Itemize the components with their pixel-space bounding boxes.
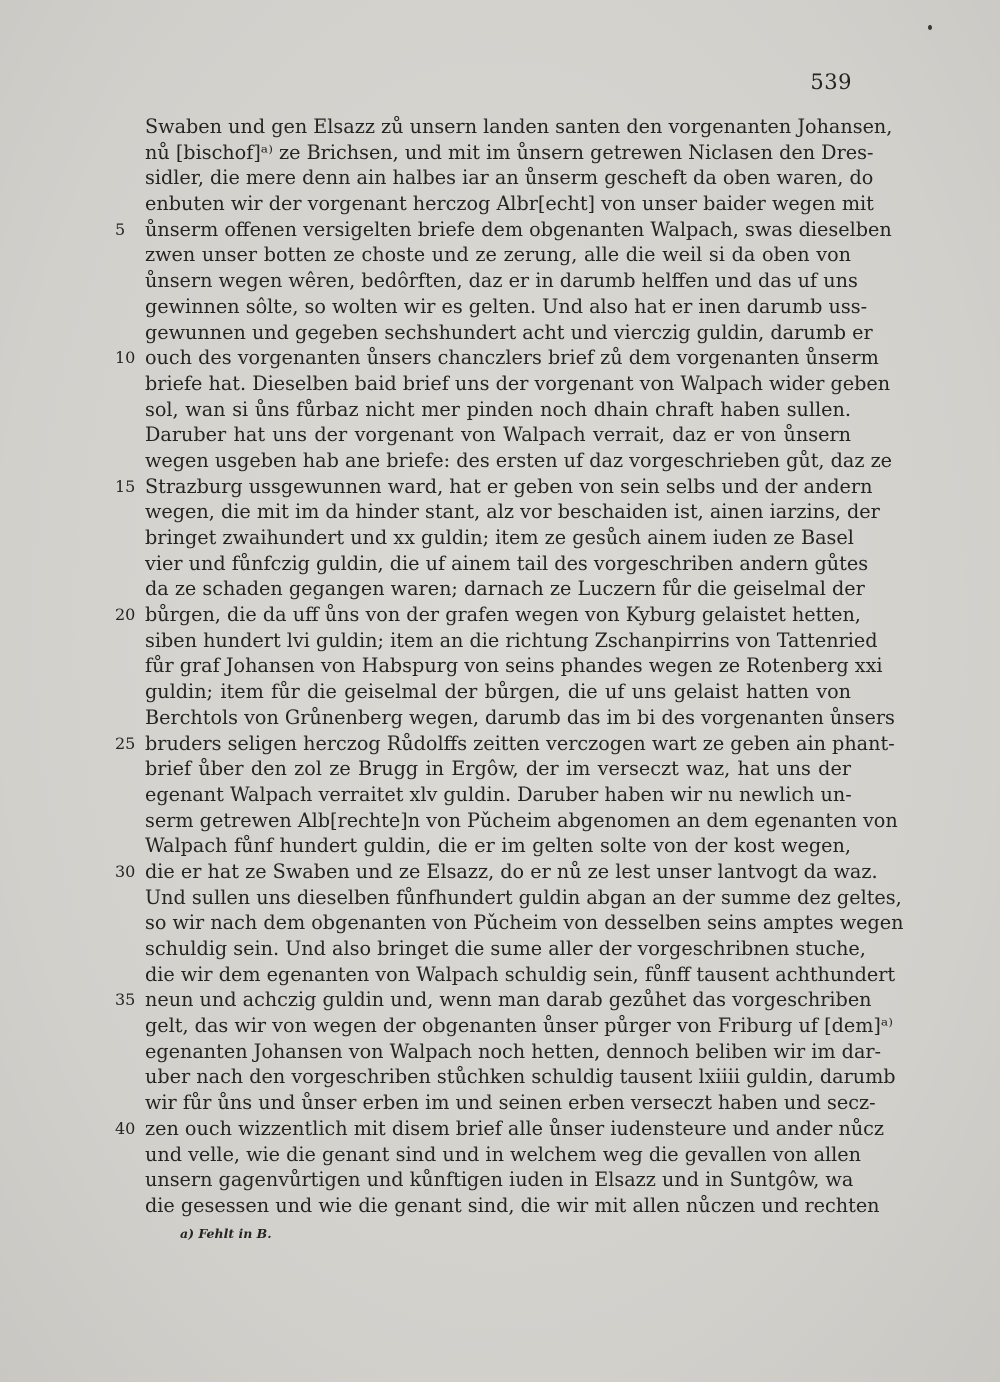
line-text: uber nach den vorgeschriben stůchken schuldig tausent lxiiii guldin, darumb — [145, 1065, 896, 1089]
text-line — [145, 576, 865, 602]
line-text: Walpach fůnf hundert guldin, die er im gelten solte von der kost wegen, — [145, 834, 851, 858]
text-line — [145, 114, 893, 140]
text-line — [115, 731, 895, 757]
line-text: serm getrewen Alb[rechte]n von Pǔcheim abgenomen an dem egenanten von — [145, 808, 898, 832]
line-text: und velle, wie die genant sind und in welchem weg die gevallen von allen — [145, 1142, 861, 1166]
text-line — [145, 1193, 880, 1219]
text-line — [115, 345, 879, 371]
line-text: fůr graf Johansen von Habspurg von seins phandes wegen ze Rotenberg xxi — [145, 654, 883, 678]
line-text: bruders seligen herczog Růdolffs zeitten verczogen wart ze geben ain phant- — [145, 731, 895, 755]
line-number: 15 — [115, 476, 136, 496]
text-line — [145, 320, 873, 346]
text-line — [145, 679, 851, 705]
line-text: vier und fůnfczig guldin, die uf ainem tail des vorgeschriben andern gůtes — [145, 551, 869, 575]
line-text: egenant Walpach verraitet xlv guldin. Daruber haben wir nu newlich un- — [145, 782, 852, 806]
line-text: egenanten Johansen von Walpach noch hetten, dennoch beliben wir im dar- — [145, 1039, 882, 1063]
line-text: Daruber hat uns der vorgenant von Walpach verrait, daz er von ůnsern — [145, 423, 851, 447]
line-text: so wir nach dem obgenanten von Pǔcheim von desselben seins amptes wegen — [145, 911, 904, 935]
text-line — [145, 1039, 882, 1065]
line-text: guldin; item fůr die geiselmal der bůrgen, die uf uns gelaist hatten von — [145, 680, 851, 704]
line-text: brief ůber den zol ze Brugg in Ergôw, der im verseczt waz, hat uns der — [145, 757, 851, 781]
line-text: Swaben und gen Elsazz zů unsern landen santen den vorgenanten Johansen, — [145, 115, 893, 138]
text-line — [145, 1167, 854, 1193]
line-text: zen ouch wizzentlich mit disem brief alle ůnser iudensteure und ander nůcz — [145, 1116, 885, 1140]
line-text: wir fůr ůns und ůnser erben im und seinen erben verseczt haben und secz- — [145, 1091, 876, 1115]
text-line — [145, 371, 891, 397]
line-text: da ze schaden gegangen waren; darnach ze Luczern fůr die geiselmal der — [145, 577, 865, 601]
footnote: a) Fehlt in B. — [180, 1226, 272, 1241]
line-text: gewinnen sôlte, so wolten wir es gelten. Und also hat er inen darumb uss- — [145, 294, 868, 318]
text-line — [145, 705, 895, 731]
text-line — [145, 140, 874, 166]
text-line — [145, 782, 851, 808]
line-text: bůrgen, die da uff ůns von der grafen wegen von Kyburg gelaistet hetten, — [145, 603, 861, 627]
line-text: gewunnen und gegeben sechshundert acht und vierczig guldin, darumb er — [145, 320, 873, 344]
text-line — [145, 294, 868, 320]
text-line — [145, 499, 880, 525]
text-line — [145, 1013, 894, 1039]
text-line — [145, 808, 898, 834]
line-text: enbuten wir der vorgenant herczog Albr[echt] von unser baider wegen mit — [145, 192, 874, 216]
text-line — [145, 628, 878, 654]
text-line — [115, 987, 872, 1013]
line-text: unsern gagenvůrtigen und kůnftigen iuden in Elsazz und in Suntgôw, wa — [145, 1168, 854, 1192]
line-text: neun und achczig guldin und, wenn man darab gezůhet das vorgeschriben — [145, 988, 872, 1012]
line-text: nů [bischof]ᵃ⁾ ze Brichsen, und mit im ůnsern getrewen Niclasen den Dres- — [145, 140, 874, 164]
line-text: wegen, die mit im da hinder stant, alz vor beschaiden ist, ainen iarzins, der — [145, 500, 880, 524]
line-text: die wir dem egenanten von Walpach schuldig sein, fůnff tausent achthundert — [145, 962, 896, 986]
line-text: Berchtols von Grůnenberg wegen, darumb das im bi des vorgenanten ůnsers — [145, 705, 895, 729]
text-line — [115, 602, 861, 628]
text-line — [145, 756, 851, 782]
line-text: siben hundert lvi guldin; item an die richtung Zschanpirrins von Tattenried — [145, 628, 878, 652]
text-line — [145, 653, 883, 679]
page-number: 539 — [810, 70, 852, 94]
line-text: ůnsern wegen wêren, bedôrften, daz er in darumb helffen und das uf uns — [145, 269, 858, 293]
text-line — [145, 268, 858, 294]
line-text: briefe hat. Dieselben baid brief uns der vorgenant von Walpach wider geben — [145, 371, 891, 395]
paper-speck — [928, 25, 932, 30]
text-line — [145, 191, 874, 217]
text-line — [145, 885, 902, 911]
line-text: zwen unser botten ze choste und ze zerung, alle die weil si da oben von — [145, 243, 851, 267]
text-line — [145, 242, 851, 268]
line-number: 10 — [115, 348, 136, 368]
text-line — [145, 1142, 861, 1168]
text-line — [145, 910, 904, 936]
line-text: bringet zwaihundert und xx guldin; item ze gesůch ainem iuden ze Basel — [145, 526, 854, 549]
main-text — [115, 114, 904, 1219]
text-line — [115, 217, 892, 243]
text-line — [145, 1090, 876, 1116]
line-text: gelt, das wir von wegen der obgenanten ůnser půrger von Friburg uf [dem]ᵃ⁾ — [145, 1014, 894, 1038]
line-text: die gesessen und wie die genant sind, die wir mit allen nůczen und rechten — [145, 1193, 880, 1217]
text-line — [145, 448, 893, 474]
line-number: 35 — [115, 990, 136, 1010]
text-line — [145, 551, 869, 577]
text-line — [115, 859, 878, 885]
line-text: die er hat ze Swaben und ze Elsazz, do er nů ze lest unser lantvogt da waz. — [145, 859, 878, 883]
text-line — [115, 474, 873, 500]
text-line — [145, 833, 851, 859]
line-number: 25 — [115, 733, 136, 753]
line-text: wegen usgeben hab ane briefe: des ersten uf daz vorgeschrieben gůt, daz ze — [145, 448, 893, 472]
text-line — [145, 962, 896, 988]
line-number: 40 — [115, 1118, 136, 1138]
line-text: schuldig sein. Und also bringet die sume aller der vorgeschribnen stuche, — [145, 937, 866, 960]
line-text: Und sullen uns dieselben fůnfhundert guldin abgan an der summe dez geltes, — [145, 885, 902, 909]
line-text: ůnserm offenen versigelten briefe dem obgenanten Walpach, swas dieselben — [145, 217, 892, 241]
line-number: 20 — [115, 605, 136, 625]
text-line — [145, 936, 866, 962]
text-line — [115, 1116, 885, 1142]
text-line — [145, 165, 874, 191]
line-number: 5 — [115, 219, 126, 239]
line-text: ouch des vorgenanten ůnsers chanczlers brief zů dem vorgenanten ůnserm — [145, 346, 879, 370]
text-line — [145, 422, 851, 448]
line-text: Strazburg ussgewunnen ward, hat er geben von sein selbs und der andern — [145, 474, 873, 498]
line-text: sol, wan si ůns fůrbaz nicht mer pinden noch dhain chraft haben sullen. — [145, 397, 851, 421]
text-line — [145, 397, 851, 423]
line-text: sidler, die mere denn ain halbes iar an ůnserm gescheft da oben waren, do — [145, 166, 874, 190]
line-number: 30 — [115, 861, 136, 881]
text-line — [145, 525, 854, 551]
text-line — [145, 1064, 896, 1090]
